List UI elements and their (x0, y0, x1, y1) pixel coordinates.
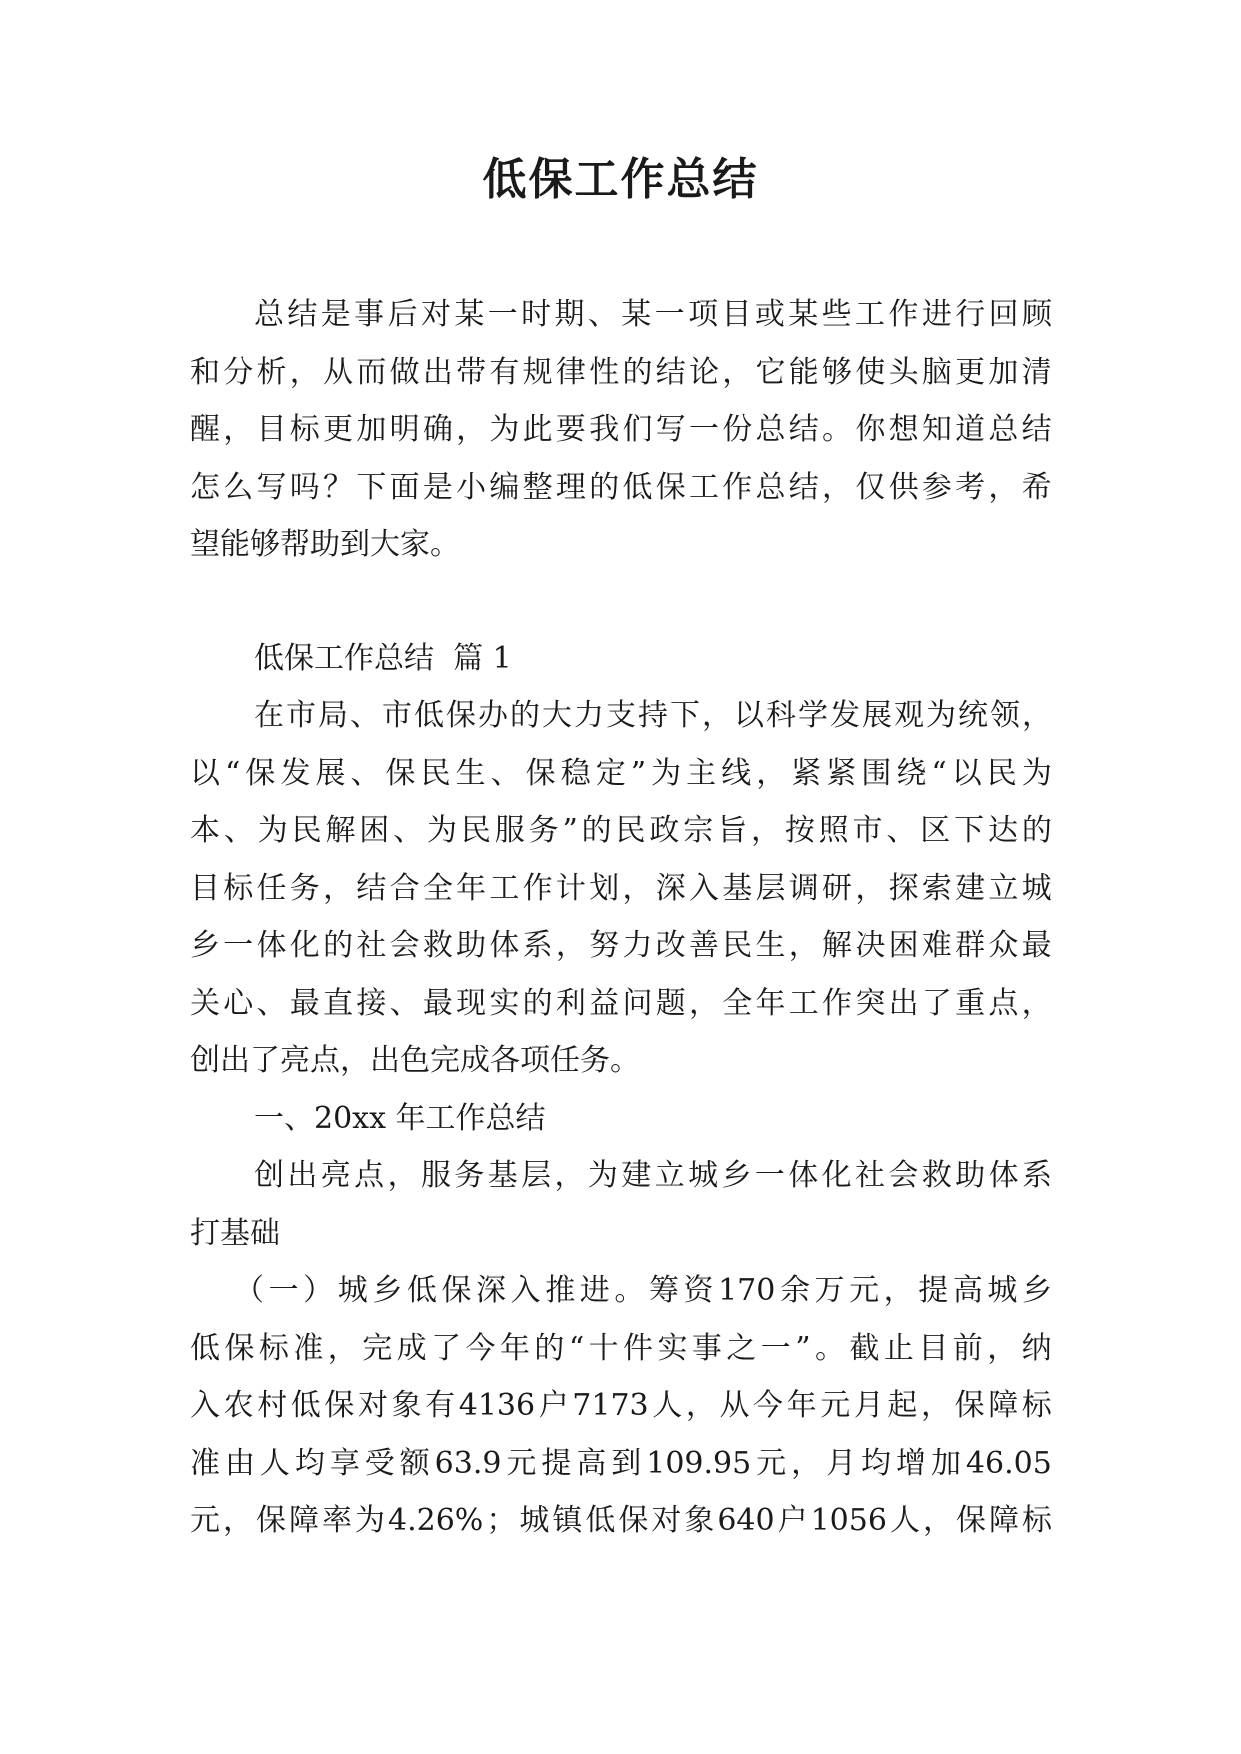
text-line: 总 结 是 事 后 对 某 一 时 期 、 某 一 项 目 或 某 些 工 作 进 行 回 顾 (254, 297, 1052, 332)
text-line: 目 标 任 务 ， 结 合 全 年 工 作 计 划 ， 深 入 基 层 调 研 ， 探 索 建 立 城 (190, 870, 1052, 906)
text-line: 和 分 析 ， 从 而 做 出 带 有 规 律 性 的 结 论 ， 它 能 够 使 头 脑 更 加 清 (190, 354, 1052, 390)
text-line: 关 心 、 最 直 接 、 最 现 实 的 利 益 问 题 ， 全 年 工 作 突 出 了 重 点 ， (190, 985, 1052, 1021)
text-line: 乡 一 体 化 的 社 会 救 助 体 系 ， 努 力 改 善 民 生 ， 解 决 困 难 群 众 最 (190, 928, 1052, 963)
section-heading: 低保工作总结 篇 1 (254, 640, 512, 676)
paragraph-part-one-heading (190, 1090, 1052, 1148)
text-line: 本 、 为 民 解 困 、 为 民 服 务 ” 的 民 政 宗 旨 ， 按 照 市 、 区 下 达 的 (190, 813, 1052, 848)
text-line: 打基础 (190, 1215, 280, 1251)
text-line: 望能够帮助到大家。 (190, 527, 460, 562)
text-line: 以 “ 保 发 展 、 保 民 生 、 保 稳 定 ” 为 主 线 ， 紧 紧 围 绕 “ 以 民 为 (190, 755, 1052, 791)
paragraph-section-heading (190, 630, 1052, 688)
text-line: 入 农 村 低 保 对 象 有 4136 户 7173 人 ， 从 今 年 元 月 起 ， 保 障 标 (190, 1388, 1052, 1423)
document-body (190, 286, 1052, 1550)
part-heading: 一、20xx 年工作总结 (254, 1100, 546, 1136)
text-line: 元 ， 保 障 率 为 4.26% ； 城 镇 低 保 对 象 640 户 1056 人 ， 保 障 标 (190, 1503, 1052, 1538)
paragraph-part-one-subtitle (190, 1147, 1052, 1262)
paragraph-intro (190, 286, 1052, 574)
paragraph-overview (190, 687, 1052, 1090)
text-line: 创出了亮点，出色完成各项任务。 (190, 1043, 640, 1078)
text-line: 怎 么 写 吗 ？ 下 面 是 小 编 整 理 的 低 保 工 作 总 结 ， 仅 供 参 考 ， 希 (190, 469, 1052, 505)
text-line: 醒 ， 目 标 更 加 明 确 ， 为 此 要 我 们 写 一 份 总 结 。 你 想 知 道 总 结 (190, 412, 1052, 447)
text-line: 低 保 标 准 ， 完 成 了 今 年 的 “ 十 件 实 事 之 一 ” 。 截 止 目 前 ， 纳 (190, 1330, 1052, 1366)
paragraph-spacer (190, 574, 1052, 630)
text-line: 在 市 局 、 市 低 保 办 的 大 力 支 持 下 ， 以 科 学 发 展 观 为 统 领 ， (254, 698, 1052, 733)
text-line: 准 由 人 均 享 受 额 63.9 元 提 高 到 109.95 元 ， 月 均 增 加 46.05 (190, 1445, 1052, 1481)
text-line: 创 出 亮 点 ， 服 务 基 层 ， 为 建 立 城 乡 一 体 化 社 会 救 助 体 系 (254, 1158, 1052, 1193)
paragraph-item-one (190, 1262, 1052, 1550)
text-line: （ 一 ） 城 乡 低 保 深 入 推 进 。 筹 资 170 余 万 元 ， 提 高 城 乡 (234, 1273, 1052, 1308)
document-title: 低保工作总结 (482, 154, 759, 205)
